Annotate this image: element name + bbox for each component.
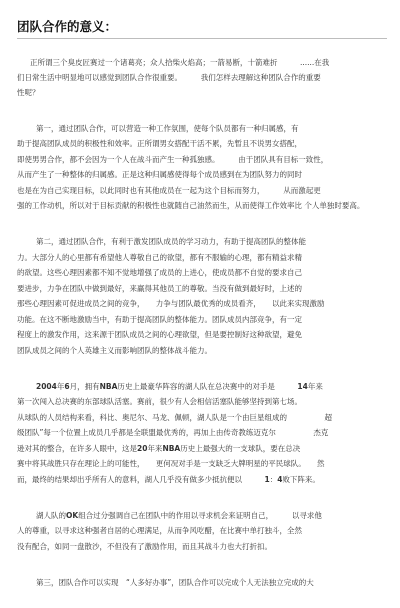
text-line: 第一次闯入总决赛的东部球队活塞。赛前，很少有人会相信活塞队能够坚持到第七场。 [17,397,302,406]
text-line: 力。大部分人的心里都有希望他人尊敬自己的欲望，都有不服输的心理，都有精益求精 [17,253,302,262]
title-divider [17,38,387,39]
text-line: 那些心理因素可促进成员之间的竞争， 力争与团队最优秀的成员看齐， 以此来实现激励 [17,299,325,308]
text-line: 从球队的人员结构来看，科比、奥尼尔、马龙、佩顿，湖人队是一个由巨星组成的 超 [17,413,332,422]
text-line: 性呢？ [17,88,40,97]
text-line: 第二，通过团队合作，有利于激发团队成员的学习动力，有助于提高团队的整体能 [36,237,306,246]
text-line: 级团队”每一个位置上成员几乎都是全联盟最优秀的，再加上由传奇教练迈克尔 杰克 [17,428,329,437]
text-line: 正所谓三个臭皮匠赛过一个诸葛亮；众人拾柴火焰高；一箭易断，十箭难折 ......在我 [30,58,330,67]
text-line: 没有配合，如同一盘散沙，不但没有了激励作用，而且其战斗力也大打折扣。 [17,542,272,551]
text-line: 即使男男合作，都不会因为一个人在战斗而产生一种孤独感。 由于团队具有目标一致性， [17,155,329,164]
text-line: 也是在为自己实现目标，以此同时也有其他成员在一起为这个目标而努力， 从而激起更 [17,186,321,195]
text-line: 的欲望。这些心理因素都不知不觉地增强了成员的上进心，使成员都不自觉的要求自己 [17,268,302,277]
text-line: 团队成员之间的个人英雄主义而影响团队的整体战斗能力。 [17,346,212,355]
text-line: 从而产生了一种整体的归属感。正是这种归属感使得每个成员感到在为团队努力的同时 [17,170,302,179]
text-line: 逊对其的整合，在许多人眼中，这是20年来NBA历史上最强大的一支球队，要在总决 [17,444,301,453]
text-line: 程度上的激发作用，这来源于团队成员之间的心理欲望，但是要控制好这种欲望，避免 [17,330,302,339]
text-line: 功能。在这不断地激励当中，有助于提高团队的整体能力。团队成员内部竞争，有一定 [17,315,302,324]
text-line: 而，最终的结果却出乎所有人的意料，湖人几乎没有做多少抵抗便以 1：4败下阵来。 [17,475,320,484]
document-title: 团队合作的意义： [17,19,118,34]
text-line: 湖人队的OK组合过分强调自己在团队中的作用以寻求机会来证明自己， 以寻求他 [36,511,322,520]
text-line: 人的尊重，以寻求这种强者自居的心理满足，从而争风吃醋，在比赛中单打独斗，全然 [17,526,302,535]
text-line: 助于提高团队成员的积极性和效率。正所谓男女搭配干活不累，先暂且不说男女搭配， [17,139,302,148]
text-line: 们日常生活中明显地可以感觉到团队合作很重要。 我们怎样去理解这种团队合作的重要 [17,73,321,82]
text-line: 赛中将其战胜只存在理论上的可能性， 更何况对手是一支缺乏大牌明星的平民球队。 然 [17,459,325,468]
text-line: 要进步，力争在团队中做到最好，来赢得其他员工的尊敬。当没有做到最好时，上述的 [17,284,302,293]
text-line: 2004年6月，拥有NBA历史上最豪华阵容的湖人队在总决赛中的对手是 14年来 [36,382,323,391]
text-line: 第一，通过团队合作，可以营造一种工作氛围，使每个队员都有一种归属感，有 [36,124,299,133]
text-line: 强的工作动机，所以对于目标贡献的积极性也就随自己油然而生，从而使得工作效率比 个人单独时要高。 [17,201,365,210]
text-line: 第三，团队合作可以实现 “人多好办事”，团队合作可以完成个人无法独立完成的大 [36,578,314,587]
